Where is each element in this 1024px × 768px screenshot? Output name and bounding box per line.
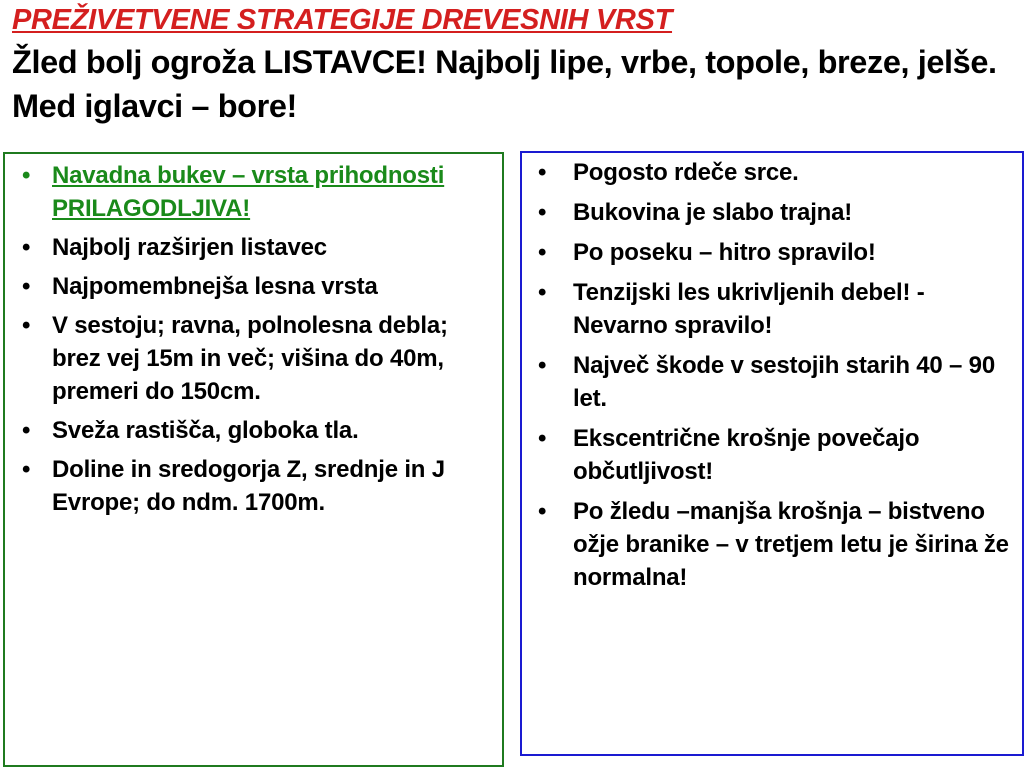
right-bullet-item: • Tenzijski les ukrivljenih debel! - Nevarno spravilo!	[536, 276, 1012, 342]
left-bullet-item: • Navadna bukev – vrsta prihodnosti PRILAGODLJIVA!	[20, 159, 494, 225]
title-heading: PREŽIVETVENE STRATEGIJE DREVESNIH VRST	[12, 4, 673, 36]
right-bullet-item: • Ekscentrične krošnje povečajo občutljivost!	[536, 422, 1012, 488]
right-bullet-item: • Bukovina je slabo trajna!	[536, 196, 1012, 229]
left-panel	[3, 152, 504, 767]
left-bullet-item: • V sestoju; ravna, polnolesna debla; brez vej 15m in več; višina do 40m, premeri do 150cm.	[20, 309, 494, 408]
right-panel	[520, 151, 1024, 756]
title-subheading: Žled bolj ogroža LISTAVCE! Najbolj lipe, vrbe, topole, breze, jelše. Med iglavci – bore!	[12, 44, 997, 124]
left-bullet-list	[5, 154, 502, 519]
slide-title	[12, 0, 1017, 128]
left-bullet-item: • Sveža rastišča, globoka tla.	[20, 414, 494, 447]
right-bullet-item: • Največ škode v sestojih starih 40 – 90 let.	[536, 349, 1012, 415]
right-bullet-item: • Po žledu –manjša krošnja – bistveno ožje branike – v tretjem letu je širina že normalna!	[536, 495, 1012, 594]
right-bullet-list	[522, 153, 1022, 594]
right-bullet-item: • Po poseku – hitro spravilo!	[536, 236, 1012, 269]
right-bullet-item: • Pogosto rdeče srce.	[536, 156, 1012, 189]
left-bullet-item: • Doline in sredogorja Z, srednje in J Evrope; do ndm. 1700m.	[20, 453, 494, 519]
left-bullet-item: • Najpomembnejša lesna vrsta	[20, 270, 494, 303]
left-bullet-item: • Najbolj razširjen listavec	[20, 231, 494, 264]
